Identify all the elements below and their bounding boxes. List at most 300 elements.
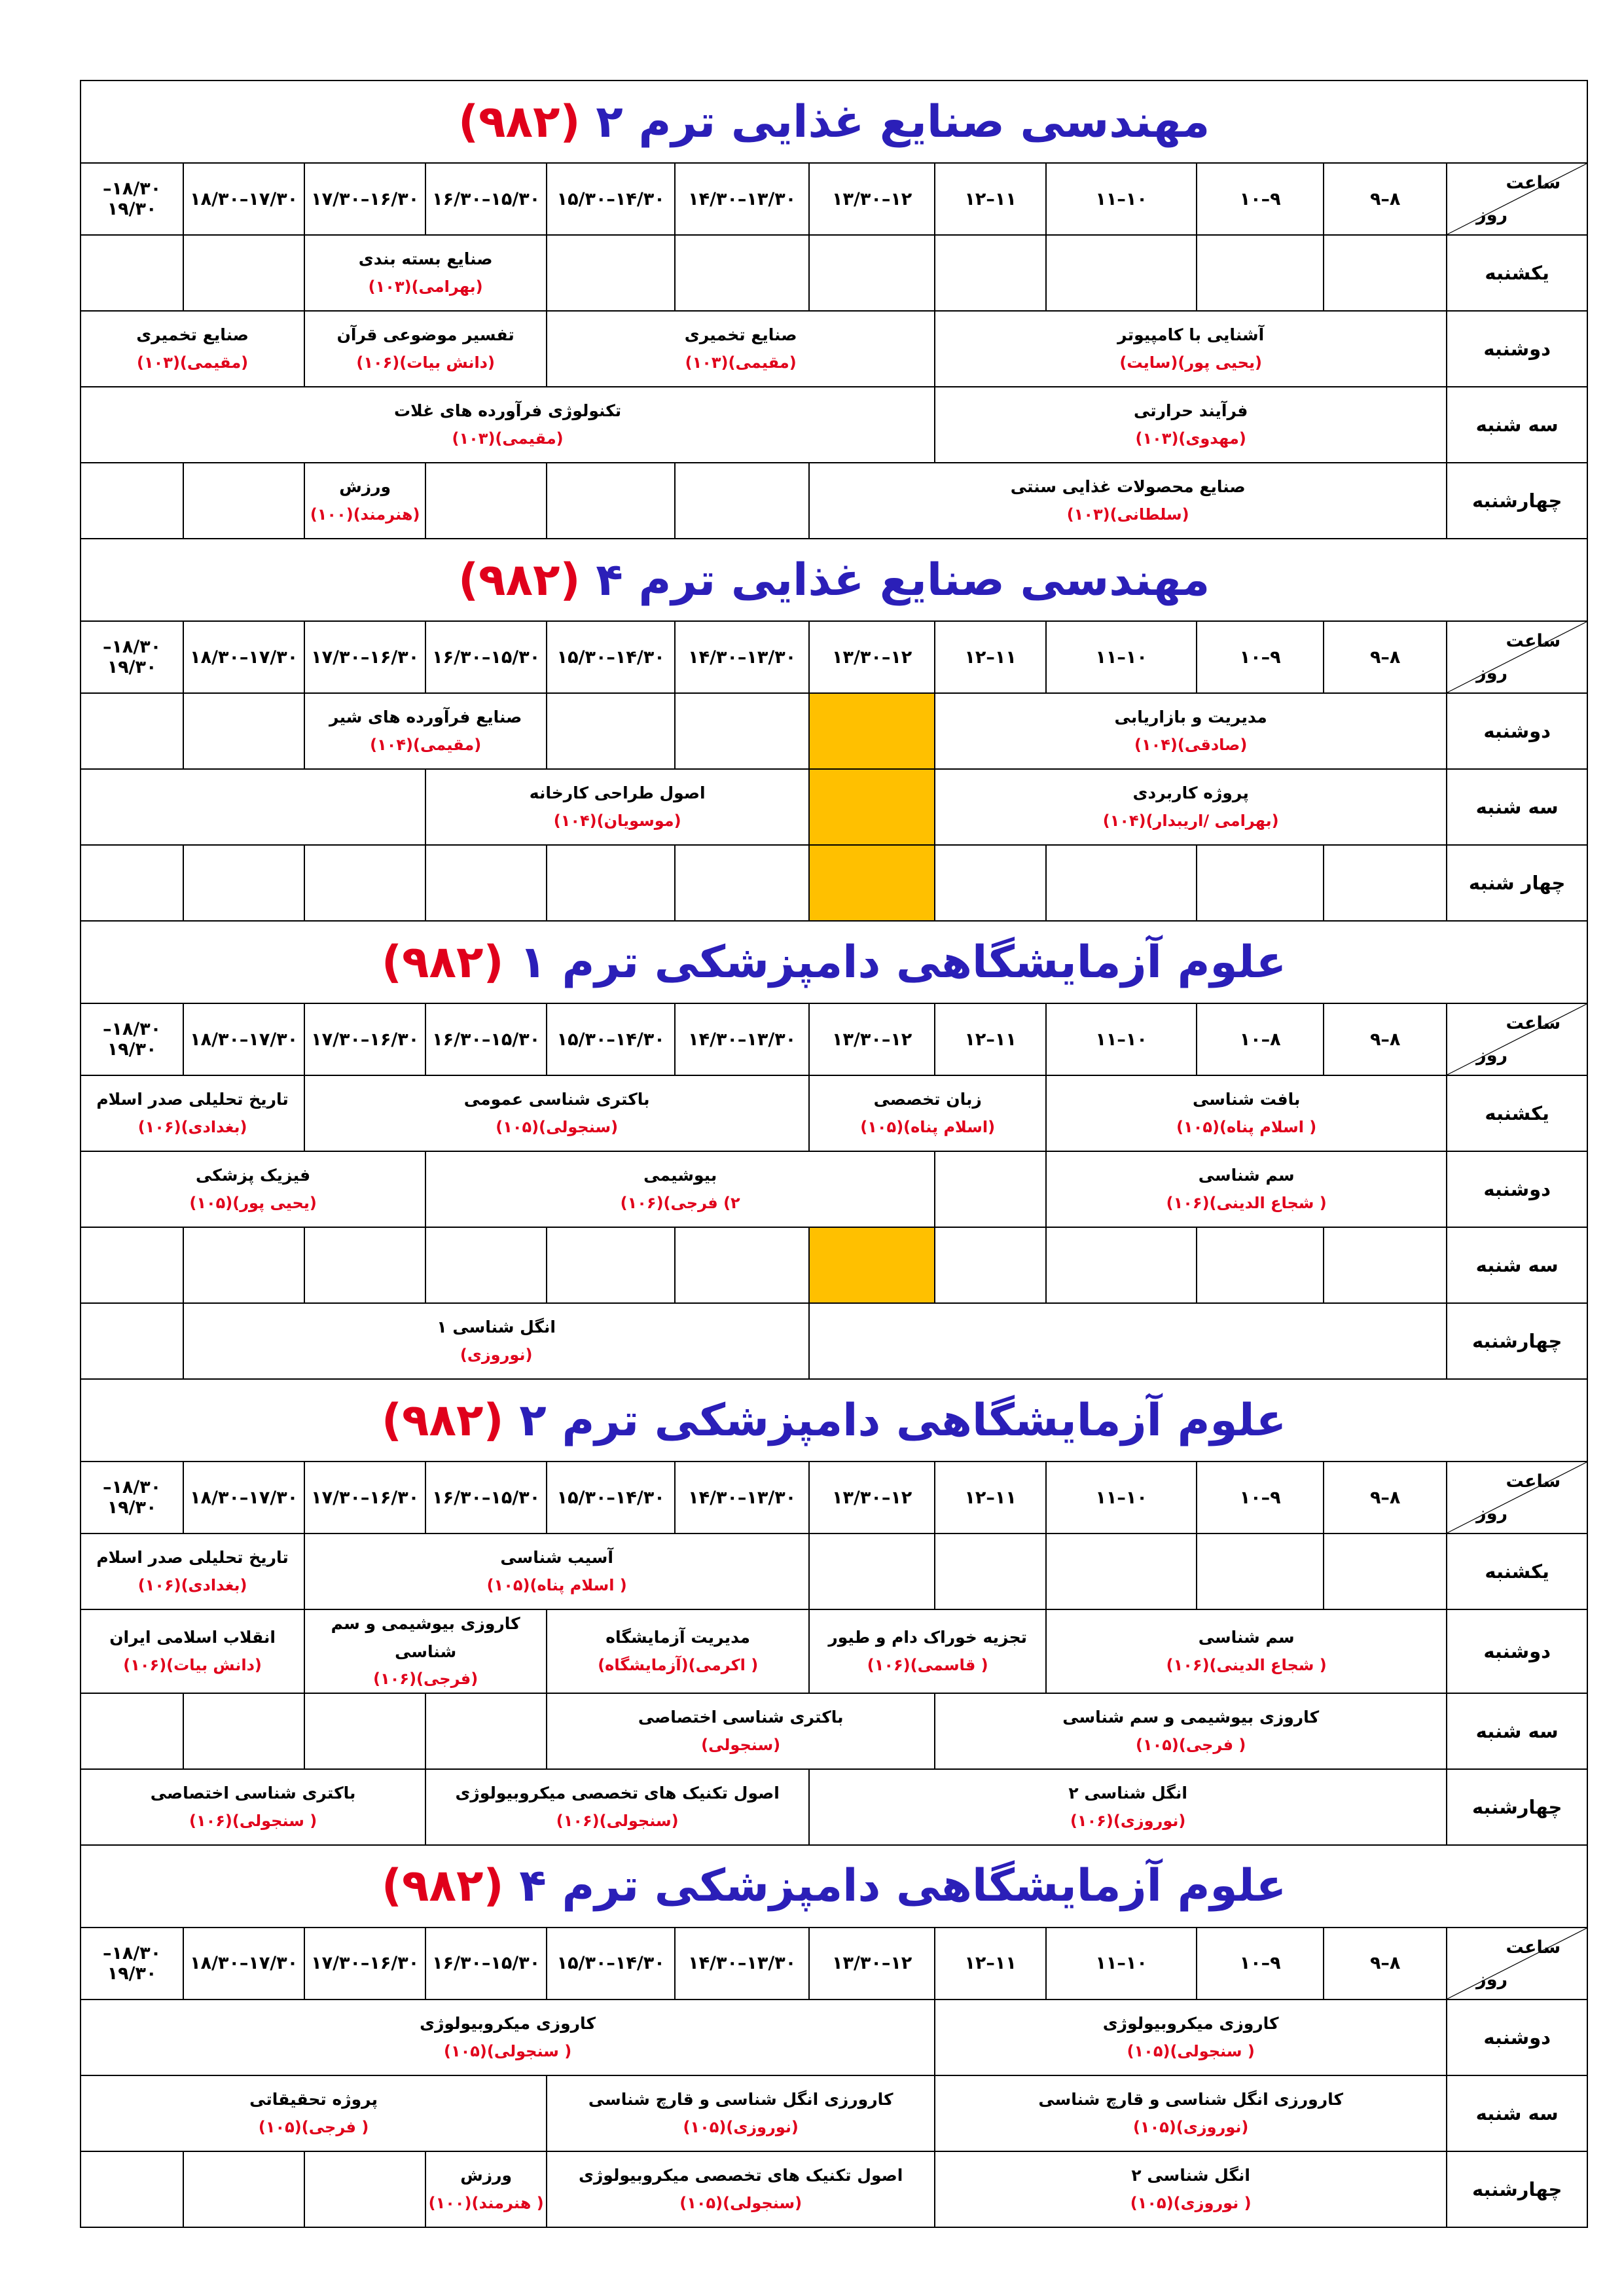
day-label: روز [1476, 1045, 1508, 1066]
empty-cell [81, 235, 183, 311]
course-name: باکتری شناسی اختصاصی [150, 1784, 356, 1803]
course-name: کاروزی میکروبیولوژی [1102, 2014, 1279, 2034]
class-cell [425, 2151, 547, 2227]
day-label: روز [1476, 205, 1508, 225]
empty-cell [304, 1227, 425, 1303]
course-name: تفسیر موضوعی قرآن [336, 325, 514, 345]
empty-cell [304, 1693, 425, 1769]
instructor-room: (مقیمی)(۱۰۴) [370, 735, 482, 754]
day-name: دوشنبه [1447, 693, 1587, 769]
time-slot: ۱۴/۳۰–۱۵/۳۰ [547, 1928, 675, 2000]
instructor-room: (سنجولی)(۱۰۶) [556, 1811, 679, 1830]
empty-cell [1046, 1534, 1197, 1609]
course-name: بیوشیمی [643, 1166, 717, 1185]
time-slot: ۹–۱۰ [1197, 1462, 1324, 1534]
empty-cell [304, 2151, 425, 2227]
time-slot: ۱۳/۳۰–۱۴/۳۰ [675, 621, 809, 693]
time-slot: ۱۷/۳۰–۱۸/۳۰ [183, 1462, 304, 1534]
class-cell [425, 769, 809, 845]
empty-cell [935, 1151, 1046, 1227]
instructor-room: ( فرجی)(۱۰۵) [1135, 1735, 1246, 1754]
time-slot: ۱۸/۳۰–۱۹/۳۰ [81, 1928, 183, 2000]
instructor-room: ( سنجولی)(۱۰۶) [189, 1811, 317, 1830]
class-cell [935, 311, 1447, 387]
class-cell [304, 1609, 547, 1693]
empty-cell [1324, 235, 1447, 311]
day-name: دوشنبه [1447, 2000, 1587, 2075]
time-slot: ۱۶/۳۰–۱۷/۳۰ [304, 1462, 425, 1534]
section-title [81, 539, 1587, 621]
instructor-room: (یحیی پور)(سایت) [1119, 353, 1262, 372]
day-name: چهار شنبه [1447, 845, 1587, 921]
class-cell [547, 2075, 935, 2151]
time-slot: ۱۸/۳۰–۱۹/۳۰ [81, 163, 183, 235]
class-cell [809, 1769, 1447, 1845]
course-name: بافت شناسی [1192, 1090, 1301, 1109]
time-slot: ۸–۹ [1324, 1928, 1447, 2000]
course-name: تاریخ تحلیلی صدر اسلام [96, 1548, 289, 1568]
day-row [81, 387, 1587, 463]
class-cell [547, 1693, 935, 1769]
time-slot: ۹–۱۰ [1197, 163, 1324, 235]
time-slot: ۱۸/۳۰–۱۹/۳۰ [81, 1462, 183, 1534]
empty-cell [1197, 845, 1324, 921]
empty-cell [425, 845, 547, 921]
time-slot: ۱۵/۳۰–۱۶/۳۰ [425, 1462, 547, 1534]
instructor-room: (صادقی)(۱۰۴) [1134, 735, 1248, 754]
empty-cell [304, 845, 425, 921]
instructor-room: (مقیمی)(۱۰۳) [137, 353, 249, 372]
course-name: تجزیه خوراک دام و طیور [828, 1628, 1027, 1647]
day-row [81, 693, 1587, 769]
class-cell [1046, 1075, 1447, 1151]
busy-cell [809, 693, 935, 769]
busy-cell [809, 1227, 935, 1303]
section-title [81, 1845, 1587, 1928]
time-slot: ۱۲–۱۳/۳۰ [809, 1003, 935, 1075]
section-title-row [81, 539, 1587, 621]
day-name: سه شنبه [1447, 1227, 1587, 1303]
class-cell [81, 311, 304, 387]
empty-cell [81, 845, 183, 921]
time-slot: ۸–۱۰ [1197, 1003, 1324, 1075]
instructor-room: ( هنرمند)(۱۰۰) [428, 2193, 544, 2212]
instructor-room: ۲) فرجی)(۱۰۶) [620, 1193, 740, 1212]
empty-cell [425, 1693, 547, 1769]
time-slot: ۱۱–۱۲ [935, 1003, 1046, 1075]
time-header-row [81, 1462, 1587, 1534]
section-title-text: علوم آزمایشگاهی دامپزشکی ترم ۴ [519, 1860, 1287, 1912]
course-name: صنایع تخمیری [136, 325, 249, 345]
empty-cell [183, 1227, 304, 1303]
time-slot: ۱۳/۳۰–۱۴/۳۰ [675, 1928, 809, 2000]
time-slot: ۱۰–۱۱ [1046, 621, 1197, 693]
course-name: باکتری شناسی اختصاصی [638, 1708, 844, 1727]
course-name: انگل شناسی ۱ [437, 1318, 556, 1337]
empty-cell [1197, 1227, 1324, 1303]
hour-day-header [1447, 1003, 1587, 1075]
hour-day-header [1447, 163, 1587, 235]
hour-label: ساعت [1506, 173, 1561, 193]
course-name: صنایع محصولات غذایی سنتی [1010, 477, 1246, 497]
empty-cell [183, 845, 304, 921]
course-name: سم شناسی [1198, 1628, 1295, 1647]
course-name: اصول تکنیک های تخصصی میکروبیولوژی [578, 2166, 903, 2185]
class-cell [81, 2000, 935, 2075]
instructor-room: ( اسلام پناه)(۱۰۵) [486, 1575, 627, 1594]
day-name: سه شنبه [1447, 387, 1587, 463]
empty-cell [547, 235, 675, 311]
day-row [81, 1534, 1587, 1609]
instructor-room: (سنجولی)(۱۰۵) [679, 2193, 803, 2212]
class-cell [81, 1769, 425, 1845]
time-slot: ۱۵/۳۰–۱۶/۳۰ [425, 1928, 547, 2000]
class-cell [935, 693, 1447, 769]
time-slot: ۱۰–۱۱ [1046, 163, 1197, 235]
time-slot: ۱۴/۳۰–۱۵/۳۰ [547, 163, 675, 235]
class-cell [809, 1075, 1046, 1151]
class-cell [304, 235, 547, 311]
time-slot: ۱۲–۱۳/۳۰ [809, 163, 935, 235]
course-name: مدیریت و بازاریابی [1114, 708, 1267, 727]
time-slot: ۱۱–۱۲ [935, 1462, 1046, 1534]
class-cell [547, 311, 935, 387]
time-slot: ۱۰–۱۱ [1046, 1003, 1197, 1075]
class-cell [547, 2151, 935, 2227]
class-cell [304, 693, 547, 769]
empty-cell [183, 693, 304, 769]
day-name: دوشنبه [1447, 1151, 1587, 1227]
instructor-room: (سنجولی)(۱۰۵) [496, 1117, 619, 1136]
course-name: کارورزی انگل شناسی و قارچ شناسی [588, 2090, 893, 2109]
course-name: صنایع تخمیری [684, 325, 797, 345]
day-row [81, 311, 1587, 387]
empty-cell [935, 845, 1046, 921]
day-row [81, 1227, 1587, 1303]
class-cell [935, 769, 1447, 845]
hour-label: ساعت [1506, 1471, 1561, 1492]
empty-cell [183, 463, 304, 539]
empty-cell [675, 235, 809, 311]
day-name: چهارشنبه [1447, 1303, 1587, 1379]
time-slot: ۱۴/۳۰–۱۵/۳۰ [547, 1462, 675, 1534]
course-name: کاروزی بیوشیمی و سم شناسی [1062, 1708, 1320, 1727]
hour-label: ساعت [1506, 1937, 1561, 1958]
course-name: انگل شناسی ۲ [1068, 1784, 1187, 1803]
course-name: باکتری شناسی عمومی [463, 1090, 650, 1109]
empty-cell [81, 1227, 183, 1303]
instructor-room: (سنجولی) [701, 1735, 781, 1754]
section-title [81, 1379, 1587, 1462]
instructor-room: (بهرامی)(۱۰۳) [368, 277, 483, 296]
time-header-row [81, 1928, 1587, 2000]
hour-day-header [1447, 1928, 1587, 2000]
time-slot: ۱۲–۱۳/۳۰ [809, 621, 935, 693]
course-name: پروژه تحقیقاتی [249, 2090, 378, 2109]
instructor-room: (بغدادی)(۱۰۶) [137, 1575, 247, 1594]
empty-cell [183, 235, 304, 311]
empty-cell [183, 2151, 304, 2227]
day-row [81, 235, 1587, 311]
day-row [81, 2151, 1587, 2227]
course-name: فرآیند حرارتی [1133, 401, 1248, 421]
time-slot: ۱۱–۱۲ [935, 1928, 1046, 2000]
empty-cell [547, 463, 675, 539]
instructor-room: (اسلام پناه)(۱۰۵) [860, 1117, 996, 1136]
time-header-row [81, 621, 1587, 693]
time-slot: ۱۰–۱۱ [1046, 1928, 1197, 2000]
class-cell [1046, 1609, 1447, 1693]
class-cell [809, 463, 1447, 539]
course-name: پروژه کاربردی [1132, 783, 1249, 803]
day-name: دوشنبه [1447, 311, 1587, 387]
day-row [81, 1693, 1587, 1769]
empty-cell [81, 2151, 183, 2227]
day-name: یکشنبه [1447, 1075, 1587, 1151]
day-row [81, 2000, 1587, 2075]
time-slot: ۸–۹ [1324, 1003, 1447, 1075]
course-name: فیزیک پزشکی [196, 1166, 311, 1185]
instructor-room: (مقیمی)(۱۰۳) [685, 353, 797, 372]
day-name: سه شنبه [1447, 1693, 1587, 1769]
empty-cell [809, 1534, 935, 1609]
empty-cell [675, 463, 809, 539]
section-title [81, 81, 1587, 163]
empty-cell [425, 1227, 547, 1303]
instructor-room: (موسویان)(۱۰۴) [553, 811, 681, 830]
instructor-room: (بهرامی /اریبدار)(۱۰۴) [1102, 811, 1279, 830]
section-title-code: (۹۸۲) [381, 936, 504, 988]
day-label: روز [1476, 663, 1508, 683]
time-slot: ۱۵/۳۰–۱۶/۳۰ [425, 621, 547, 693]
course-name: آسیب شناسی [500, 1548, 613, 1568]
section-title-code: (۹۸۲) [381, 1394, 504, 1446]
class-cell [81, 2075, 547, 2151]
class-cell [425, 1769, 809, 1845]
day-name: چهارشنبه [1447, 2151, 1587, 2227]
section-title-text: مهندسی صنایع غذایی ترم ۲ [596, 96, 1210, 148]
instructor-room: (یحیی پور)(۱۰۵) [189, 1193, 317, 1212]
empty-cell [1046, 1227, 1197, 1303]
day-label: روز [1476, 1503, 1508, 1524]
empty-cell [425, 463, 547, 539]
time-slot: ۱۲–۱۳/۳۰ [809, 1928, 935, 2000]
empty-cell [935, 235, 1046, 311]
time-slot: ۱۸/۳۰–۱۹/۳۰ [81, 1003, 183, 1075]
time-slot: ۱۳/۳۰–۱۴/۳۰ [675, 1003, 809, 1075]
course-name: کارورزی انگل شناسی و قارچ شناسی [1038, 2090, 1344, 2109]
class-cell [304, 1075, 809, 1151]
instructor-room: ( شجاع الدینی)(۱۰۶) [1166, 1655, 1327, 1674]
empty-cell [81, 1693, 183, 1769]
class-cell [935, 2075, 1447, 2151]
hour-label: ساعت [1506, 1013, 1561, 1033]
time-slot: ۱۱–۱۲ [935, 621, 1046, 693]
day-name: یکشنبه [1447, 235, 1587, 311]
empty-cell [675, 1227, 809, 1303]
course-name: تکنولوژی فرآورده های غلات [394, 401, 622, 421]
empty-cell [675, 845, 809, 921]
time-header-row [81, 163, 1587, 235]
empty-cell [935, 1534, 1046, 1609]
course-name: سم شناسی [1198, 1166, 1295, 1185]
class-cell [935, 387, 1447, 463]
day-name: چهارشنبه [1447, 463, 1587, 539]
course-name: صنایع فرآورده های شیر [329, 708, 522, 727]
class-cell [425, 1151, 935, 1227]
course-name: ورزش [339, 477, 391, 497]
hour-label: ساعت [1506, 631, 1561, 651]
class-cell [81, 1075, 304, 1151]
day-name: سه شنبه [1447, 2075, 1587, 2151]
time-slot: ۱۲–۱۳/۳۰ [809, 1462, 935, 1534]
class-cell [935, 2000, 1447, 2075]
time-slot: ۱۶/۳۰–۱۷/۳۰ [304, 1003, 425, 1075]
time-slot: ۱۳/۳۰–۱۴/۳۰ [675, 163, 809, 235]
empty-cell [547, 1227, 675, 1303]
busy-cell [809, 769, 935, 845]
time-slot: ۱۴/۳۰–۱۵/۳۰ [547, 1003, 675, 1075]
busy-cell [809, 845, 935, 921]
day-name: سه شنبه [1447, 769, 1587, 845]
day-row [81, 769, 1587, 845]
instructor-room: ( سنجولی)(۱۰۵) [443, 2041, 572, 2060]
time-slot: ۱۷/۳۰–۱۸/۳۰ [183, 163, 304, 235]
time-slot: ۱۷/۳۰–۱۸/۳۰ [183, 1928, 304, 2000]
instructor-room: ( فرجی)(۱۰۵) [258, 2117, 369, 2136]
section-title [81, 921, 1587, 1003]
empty-cell [183, 1693, 304, 1769]
empty-cell [809, 1303, 1447, 1379]
section-title-row [81, 81, 1587, 163]
day-name: یکشنبه [1447, 1534, 1587, 1609]
instructor-room: (مهدوی)(۱۰۳) [1135, 429, 1246, 448]
time-header-row [81, 1003, 1587, 1075]
time-slot: ۱۵/۳۰–۱۶/۳۰ [425, 163, 547, 235]
instructor-room: (دانش بیات)(۱۰۶) [123, 1655, 262, 1674]
course-name: اصول طراحی کارخانه [529, 783, 706, 803]
section-title-text: علوم آزمایشگاهی دامپزشکی ترم ۱ [519, 936, 1287, 988]
course-name: آشنایی با کامپیوتر [1117, 325, 1265, 345]
class-cell [935, 2151, 1447, 2227]
class-cell [183, 1303, 809, 1379]
instructor-room: ( نوروزی)(۱۰۵) [1130, 2193, 1252, 2212]
time-slot: ۹–۱۰ [1197, 621, 1324, 693]
class-cell [81, 1151, 425, 1227]
time-slot: ۱۰–۱۱ [1046, 1462, 1197, 1534]
instructor-room: (سلطانی)(۱۰۳) [1066, 505, 1189, 524]
instructor-room: (دانش بیات)(۱۰۶) [356, 353, 495, 372]
instructor-room: ( اسلام پناه)(۱۰۵) [1176, 1117, 1317, 1136]
class-cell [81, 387, 935, 463]
section-title-text: علوم آزمایشگاهی دامپزشکی ترم ۲ [519, 1394, 1287, 1446]
course-name: انقلاب اسلامی ایران [109, 1628, 276, 1647]
schedule-table [80, 80, 1588, 2228]
empty-cell [1324, 845, 1447, 921]
day-row [81, 1609, 1587, 1693]
class-cell [547, 1609, 809, 1693]
time-slot: ۱۴/۳۰–۱۵/۳۰ [547, 621, 675, 693]
day-row [81, 1769, 1587, 1845]
day-row [81, 845, 1587, 921]
instructor-room: (مقیمی)(۱۰۳) [452, 429, 564, 448]
time-slot: ۱۱–۱۲ [935, 163, 1046, 235]
day-row [81, 1075, 1587, 1151]
class-cell [81, 1534, 304, 1609]
day-row [81, 1151, 1587, 1227]
instructor-room: (بغدادی)(۱۰۶) [137, 1117, 247, 1136]
instructor-room: (هنرمند)(۱۰۰) [310, 505, 420, 524]
empty-cell [81, 693, 183, 769]
course-name: اصول تکنیک های تخصصی میکروبیولوژی [455, 1784, 780, 1803]
instructor-room: (نوروزی)(۱۰۵) [1132, 2117, 1249, 2136]
hour-day-header [1447, 621, 1587, 693]
empty-cell [1324, 1227, 1447, 1303]
time-slot: ۸–۹ [1324, 1462, 1447, 1534]
class-cell [1046, 1151, 1447, 1227]
instructor-room: (فرجی)(۱۰۶) [373, 1670, 478, 1688]
day-row [81, 463, 1587, 539]
empty-cell [1197, 235, 1324, 311]
class-cell [304, 463, 425, 539]
time-slot: ۱۸/۳۰–۱۹/۳۰ [81, 621, 183, 693]
empty-cell [81, 1303, 183, 1379]
instructor-room: (نوروزی)(۱۰۶) [1070, 1811, 1186, 1830]
class-cell [809, 1609, 1046, 1693]
schedule-page [80, 80, 1587, 2228]
instructor-room: ( اکرمی)(آزمایشگاه) [598, 1655, 759, 1674]
time-slot: ۸–۹ [1324, 163, 1447, 235]
course-name: تاریخ تحلیلی صدر اسلام [96, 1090, 289, 1109]
time-slot: ۸–۹ [1324, 621, 1447, 693]
empty-cell [1046, 845, 1197, 921]
empty-cell [547, 693, 675, 769]
course-name: کاروزی بیوشیمی و سم شناسی [331, 1614, 520, 1661]
section-title-text: مهندسی صنایع غذایی ترم ۴ [596, 554, 1210, 606]
day-name: دوشنبه [1447, 1609, 1587, 1693]
empty-cell [935, 1227, 1046, 1303]
empty-cell [1197, 1534, 1324, 1609]
course-name: ورزش [460, 2166, 513, 2185]
hour-day-header [1447, 1462, 1587, 1534]
instructor-room: ( سنجولی)(۱۰۵) [1127, 2041, 1255, 2060]
empty-cell [1324, 1534, 1447, 1609]
section-title-row [81, 921, 1587, 1003]
instructor-room: ( شجاع الدینی)(۱۰۶) [1166, 1193, 1327, 1212]
course-name: صنایع بسته بندی [358, 249, 493, 269]
time-slot: ۱۵/۳۰–۱۶/۳۰ [425, 1003, 547, 1075]
section-title-row [81, 1379, 1587, 1462]
section-title-code: (۹۸۲) [458, 554, 581, 606]
class-cell [304, 1534, 809, 1609]
time-slot: ۱۷/۳۰–۱۸/۳۰ [183, 621, 304, 693]
class-cell [81, 1609, 304, 1693]
course-name: زبان تخصصی [873, 1090, 982, 1109]
section-title-row [81, 1845, 1587, 1928]
day-name: چهارشنبه [1447, 1769, 1587, 1845]
instructor-room: ( قاسمی)(۱۰۶) [867, 1655, 988, 1674]
empty-cell [809, 235, 935, 311]
section-title-code: (۹۸۲) [381, 1860, 504, 1912]
time-slot: ۱۶/۳۰–۱۷/۳۰ [304, 163, 425, 235]
empty-cell [81, 463, 183, 539]
day-row [81, 1303, 1587, 1379]
day-row [81, 2075, 1587, 2151]
course-name: مدیریت آزمایشگاه [605, 1628, 751, 1647]
class-cell [935, 1693, 1447, 1769]
day-label: روز [1476, 1969, 1508, 1990]
time-slot: ۱۶/۳۰–۱۷/۳۰ [304, 621, 425, 693]
